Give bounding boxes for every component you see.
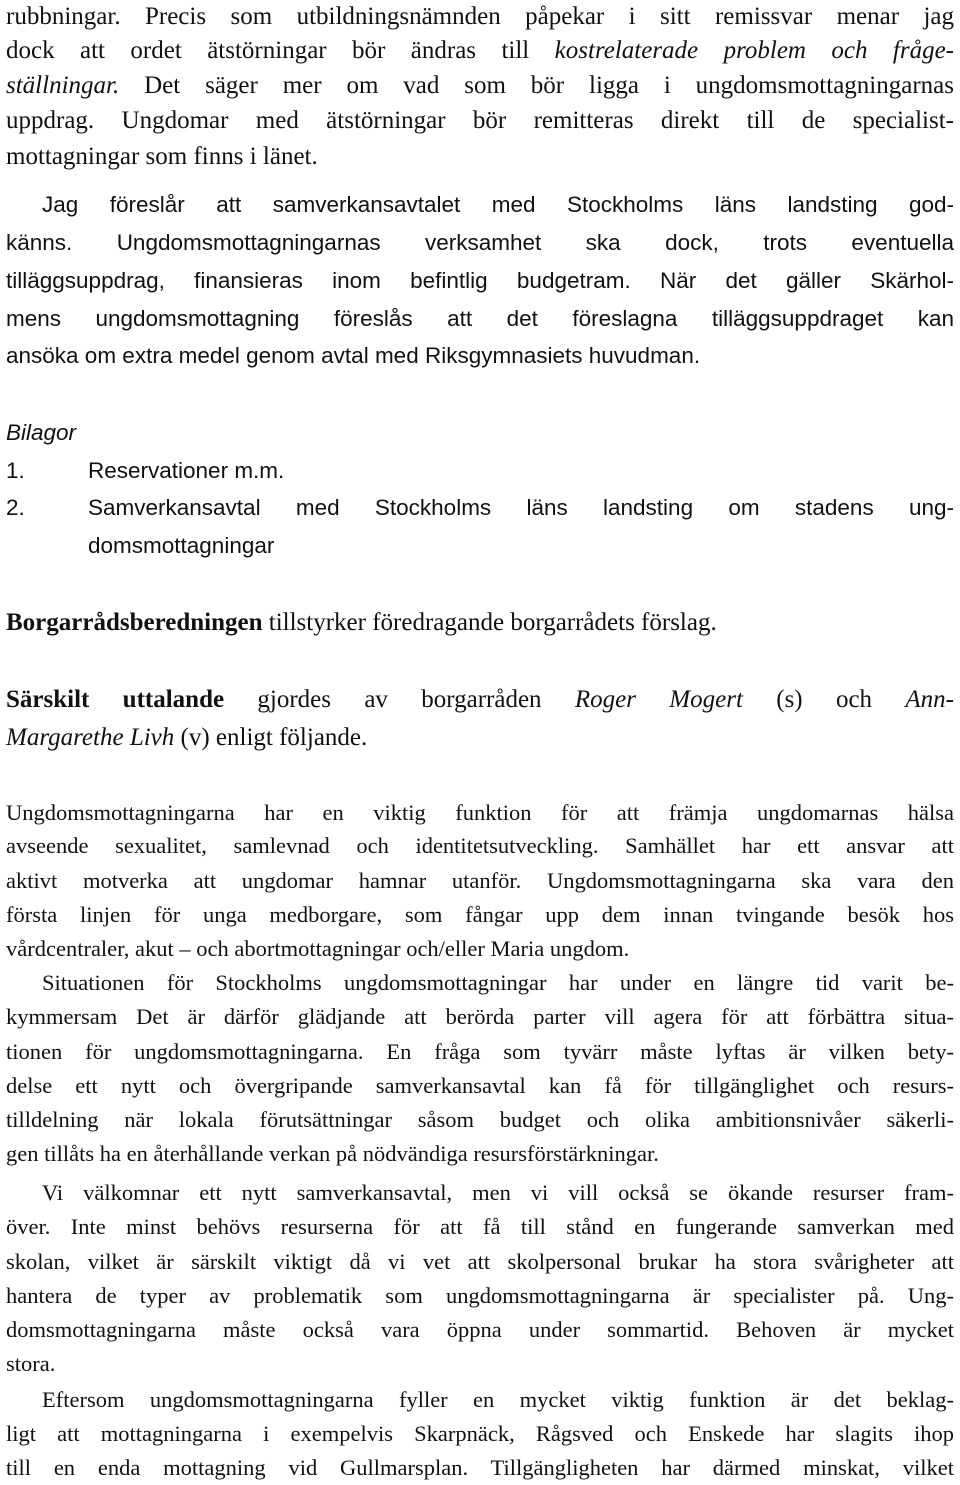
bilagor-heading: Bilagor	[6, 420, 77, 445]
statement-p2-line-4: delse ett nytt och övergripande samverkansavtal kan få för tillgänglighet och resurs-	[6, 1073, 954, 1098]
paragraph-1-line-2	[6, 34, 954, 68]
paragraph-2-line-3: tilläggsuppdrag, finansieras inom befintlig budgetram. När det gäller Skärhol-	[6, 268, 954, 293]
statement-p4-line-1: Eftersom ungdomsmottagningarna fyller en mycket viktig funktion är det beklag-	[42, 1387, 954, 1412]
statement-p3-line-1: Vi välkomnar ett nytt samverkansavtal, men vi vill också se ökande resurser fram-	[42, 1180, 954, 1205]
uttalande-line-1	[6, 683, 954, 717]
statement-p4-line-2: ligt att mottagningarna i exempelvis Skarpnäck, Rågsved och Enskede har slagits ihop	[6, 1421, 954, 1446]
bold-run: Särskilt uttalande	[6, 686, 225, 713]
statement-p2-line-6: gen tillåts ha en återhållande verkan på nödvändiga resursförstärkningar.	[6, 1141, 659, 1166]
statement-p1-line-1: Ungdomsmottagningarna har en viktig funktion för att främja ungdomarnas hälsa	[6, 800, 954, 825]
bilagor-item-1-text: Reservationer m.m.	[88, 458, 285, 483]
statement-p3-line-2: över. Inte minst behövs resurserna för att få till stånd en fungerande samverkan med	[6, 1214, 954, 1239]
statement-p2-line-3: tionen för ungdomsmottagningarna. En fråga som tyvärr måste lyftas är vilken bety-	[6, 1039, 954, 1064]
bilagor-item-2-number: 2.	[6, 495, 25, 520]
paragraph-2-line-4: mens ungdomsmottagning föreslås att det föreslagna tilläggsuppdraget kan	[6, 306, 954, 331]
bilagor-item-2-line-1: Samverkansavtal med Stockholms läns landsting om stadens ung-	[88, 495, 954, 520]
text-run: dock att ordet ätstörningar bör ändras till	[6, 37, 555, 64]
bilagor-item-2-line-2: domsmottagningar	[88, 533, 275, 558]
statement-p3-line-4: hantera de typer av problematik som ungdomsmottagningarna är specialister på. Ung-	[6, 1283, 954, 1308]
statement-p1-line-2: avseende sexualitet, samlevnad och identitetsutveckling. Samhället har ett ansvar att	[6, 833, 954, 858]
paragraph-1-line-4: uppdrag. Ungdomar med ätstörningar bör remitteras direkt till de specialist-	[6, 107, 954, 134]
person-name: Roger Mogert	[574, 686, 743, 713]
paragraph-1-line-5: mottagningar som finns i länet.	[6, 143, 318, 170]
paragraph-2-line-5: ansöka om extra medel genom avtal med Riksgymnasiets huvudman.	[6, 343, 701, 368]
statement-p1-line-4: första linjen för unga medborgare, som fångar upp dem innan tvingande besök hos	[6, 902, 954, 927]
statement-p2-line-5: tilldelning när lokala förutsättningar såsom budget och olika ambitionsnivåer säkerli-	[6, 1107, 954, 1132]
text-run: Det säger mer om vad som bör ligga i ungdomsmottagningarnas	[119, 72, 954, 99]
text-run: (s) och	[742, 686, 906, 713]
beredning-statement	[6, 606, 717, 640]
statement-p1-line-3: aktivt motverka att ungdomar hamnar utanför. Ungdomsmottagningarna ska vara den	[6, 868, 954, 893]
statement-p2-line-1: Situationen för Stockholms ungdomsmottagningar har under en längre tid varit be-	[42, 970, 954, 995]
statement-p2-line-2: kymmersam Det är därför glädjande att berörda parter vill agera för att förbättra situa-	[6, 1004, 954, 1029]
statement-p3-line-5: domsmottagningarna måste också vara öppna under sommartid. Behoven är mycket	[6, 1317, 954, 1342]
bold-run: Borgarrådsberedningen	[6, 609, 263, 636]
text-run: tillstyrker föredragande borgarrådets förslag.	[262, 609, 717, 636]
paragraph-2-line-1: Jag föreslår att samverkansavtalet med Stockholms läns landsting god-	[42, 192, 954, 217]
person-name: Ann-	[905, 686, 954, 713]
statement-p3-line-3: skolan, vilket är särskilt viktigt då vi vet att skolpersonal brukar ha stora svårigheter att	[6, 1249, 954, 1274]
person-name: Margarethe Livh	[6, 724, 175, 751]
paragraph-1-line-3	[6, 69, 954, 103]
italic-run: kostrelaterade problem och fråge-	[554, 37, 955, 64]
statement-p4-line-3: till en enda mottagning vid Gullmarsplan. Tillgängligheten har därmed minskat, vilket	[6, 1455, 954, 1480]
statement-p3-line-6: stora.	[6, 1351, 56, 1376]
text-run: gjordes av borgarråden	[224, 686, 575, 713]
statement-p1-line-5: vårdcentraler, akut – och abortmottagningar och/eller Maria ungdom.	[6, 936, 630, 961]
italic-run: ställningar.	[6, 72, 120, 99]
paragraph-2-line-2: känns. Ungdomsmottagningarnas verksamhet ska dock, trots eventuella	[6, 230, 954, 255]
text-run: (v) enligt följande.	[174, 724, 368, 751]
paragraph-1-line-1: rubbningar. Precis som utbildningsnämnden påpekar i sitt remissvar menar jag	[6, 3, 954, 30]
bilagor-item-1-number: 1.	[6, 458, 25, 483]
uttalande-line-2	[6, 721, 367, 755]
